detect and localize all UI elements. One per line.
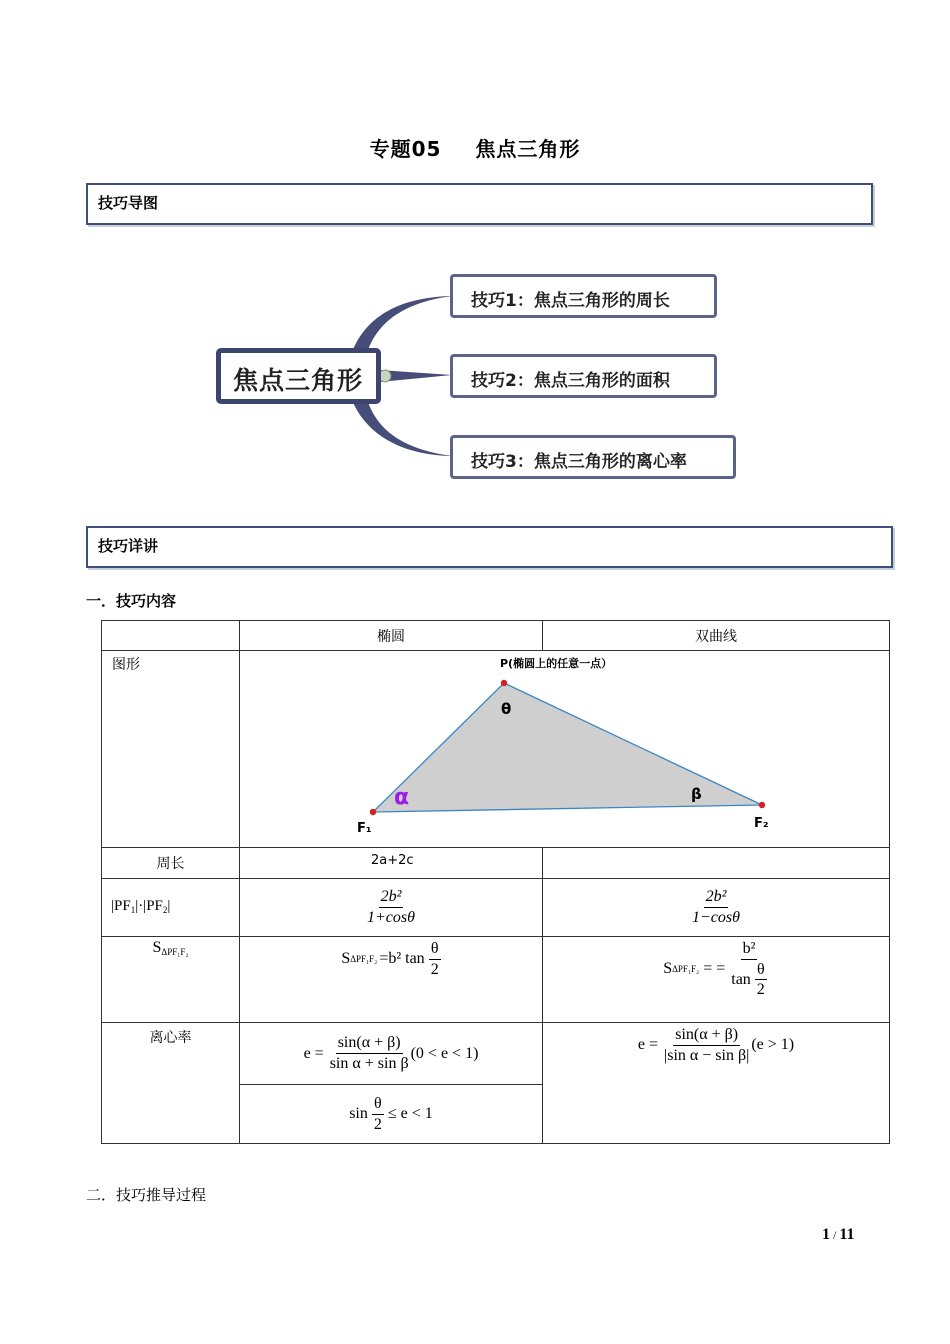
title-name: 焦点三角形 — [475, 137, 581, 161]
product-label-cell — [102, 879, 240, 937]
ecc-ellipse-range-formula: sin $\frac{\theta}{2}$ ≤ e < 1 — [349, 1094, 433, 1133]
area-hyperbola-formula: S ΔPF₁F₂ = = b² tan $\frac{\theta}{2}$ — [663, 940, 765, 999]
header-empty-cell — [102, 621, 240, 651]
area-label: $S_{\Delta PF_1F_2}$ — [152, 939, 189, 957]
product-hyperbola-formula: $\frac{\text{2b²}}{1-\cos\theta}$ — [692, 888, 740, 926]
product-ellipse-cell — [240, 879, 543, 937]
mindmap-branch-1 — [450, 274, 717, 318]
perimeter-ellipse-cell — [240, 848, 543, 879]
mindmap-center-label: 焦点三角形 — [233, 366, 364, 395]
heading-part2: 二．技巧推导过程 — [86, 1186, 207, 1204]
table-row-ecc-1 — [102, 1023, 890, 1085]
ecc-hyperbola-formula: e = $\frac{\sin(\alpha + \beta)}{\text{|sin α − sin β|}}$ (e > 1) — [637, 1026, 795, 1064]
label-p: P(椭圆上的任意一点） — [500, 657, 613, 670]
ecc-label-cell — [102, 1023, 240, 1144]
mindmap-center-node — [216, 348, 381, 404]
table-row-perimeter — [102, 848, 890, 879]
figure-label: 图形 — [112, 657, 140, 673]
heading-part1: 一．技巧内容 — [86, 592, 177, 610]
area-hyperbola-cell — [543, 937, 890, 1023]
point-f1 — [370, 809, 376, 815]
perimeter-hyperbola-cell — [543, 848, 890, 879]
area-label-cell — [102, 937, 240, 1023]
ecc-ellipse-range-cell — [240, 1085, 543, 1144]
point-f2 — [759, 802, 765, 808]
label-alpha: α — [394, 785, 410, 810]
label-theta: θ — [501, 700, 512, 718]
ecc-ellipse-formula: e = $\frac{\sin(\alpha + \beta)}{\text{sin α + sin β}}$ (0 < e < 1) — [303, 1034, 479, 1072]
product-ellipse-formula: $\frac{\text{2b²}}{1+\cos\theta}$ — [367, 888, 415, 926]
title-topic: 专题05 — [369, 137, 442, 161]
header-ellipse: 椭圆 — [240, 621, 543, 651]
focal-triangle-figure — [240, 651, 888, 848]
area-ellipse-cell — [240, 937, 543, 1023]
perimeter-ellipse-value: 2a+2c — [371, 853, 414, 868]
figure-cell — [240, 651, 890, 848]
table-row-product — [102, 879, 890, 937]
triangle-shape — [373, 683, 762, 812]
connector-top — [352, 296, 452, 356]
mindmap-branch-2-label: 技巧2：焦点三角形的面积 — [471, 371, 670, 391]
table-row-figure — [102, 651, 890, 848]
ecc-ellipse-cell — [240, 1023, 543, 1085]
product-label: $|PF_1|\cdot|PF_2|$ — [111, 898, 171, 915]
table-row-area — [102, 937, 890, 1023]
mindmap-branch-2 — [450, 354, 717, 398]
perimeter-label: 周长 — [102, 848, 240, 879]
ecc-hyperbola-cell — [543, 1023, 890, 1144]
figure-label-cell — [102, 651, 240, 848]
point-p — [501, 680, 507, 686]
table-row-header — [102, 621, 890, 651]
mindmap-branch-1-label: 技巧1：焦点三角形的周长 — [471, 291, 670, 311]
section-detail-label: 技巧详讲 — [98, 537, 159, 555]
product-hyperbola-cell — [543, 879, 890, 937]
header-hyperbola: 双曲线 — [543, 621, 890, 651]
label-beta: β — [691, 785, 702, 803]
mindmap-branch-3-label: 技巧3：焦点三角形的离心率 — [471, 452, 687, 472]
mindmap-branch-3 — [450, 435, 736, 479]
connector-bottom — [352, 396, 452, 456]
page-number: 1 / 11 — [822, 1226, 855, 1243]
section-mindmap-label: 技巧导图 — [98, 194, 159, 212]
page-total: 11 — [839, 1226, 855, 1243]
label-f1: F₁ — [357, 821, 372, 836]
section-detail-box — [86, 526, 893, 568]
page-current: 1 — [822, 1226, 830, 1243]
ecc-label: 离心率 — [149, 1030, 192, 1046]
label-f2: F₂ — [754, 816, 769, 831]
summary-table — [101, 620, 890, 1144]
area-ellipse-formula: S ΔPF₁F₂ =b² tan $\frac{\theta}{2}$ — [341, 940, 439, 978]
